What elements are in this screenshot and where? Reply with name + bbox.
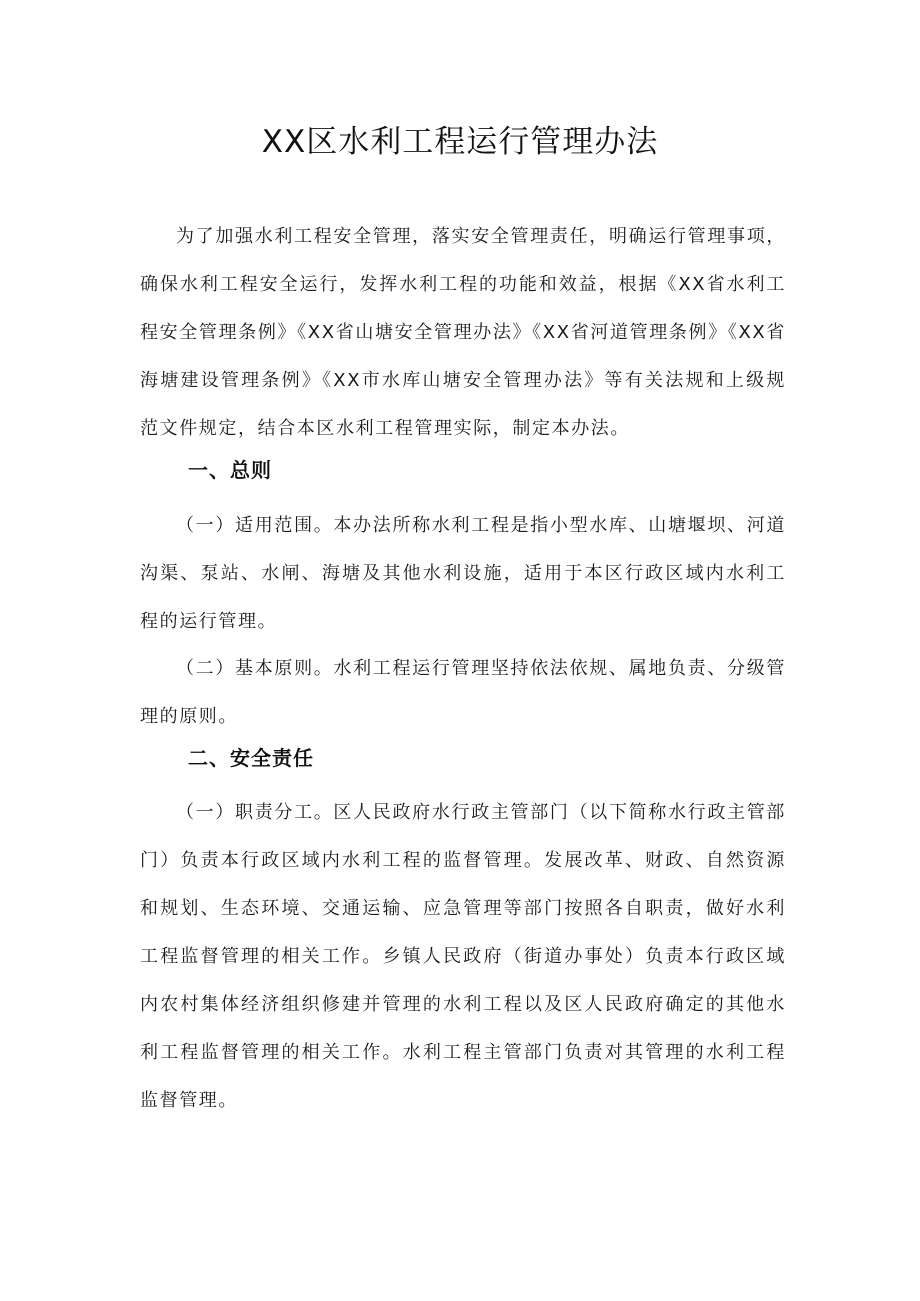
paragraph-duty-division: （一）职责分工。区人民政府水行政主管部门（以下简称水行政主管部门）负责本行政区域内水利工程的监督管理。发展改革、财政、自然资源和规划、生态环境、交通运输、应急管理等部门按照各自职责，做好水利工程监督管理的相关工作。乡镇人民政府（街道办事处）负责本行政区域内农村集体经济组织修建并管理的水利工程以及区人民政府确定的其他水利工程监督管理的相关工作。水利工程主管部门负责对其管理的水利工程监督管理。: [140, 802, 786, 1111]
intro-paragraph: 为了加强水利工程安全管理，落实安全管理责任，明确运行管理事项，确保水利工程安全运行，发挥水利工程的功能和效益，根据《XX省水利工程安全管理条例》《XX省山塘安全管理办法》《XX省河道管理条例》《XX省海塘建设管理条例》《XX市水库山塘安全管理办法》等有关法规和上级规范文件规定，结合本区水利工程管理实际，制定本办法。: [140, 226, 786, 439]
paragraph-scope: （一）适用范围。本办法所称水利工程是指小型水库、山塘堰坝、河道沟渠、泵站、水闸、海塘及其他水利设施，适用于本区行政区域内水利工程的运行管理。: [140, 515, 786, 632]
paragraph-principles: （二）基本原则。水利工程运行管理坚持依法依规、属地负责、分级管理的原则。: [140, 658, 786, 727]
document-title: XX区水利工程运行管理办法: [261, 124, 659, 160]
section-heading-general: 一、总则: [188, 458, 272, 482]
section-heading-safety-responsibility: 二、安全责任: [188, 746, 314, 770]
